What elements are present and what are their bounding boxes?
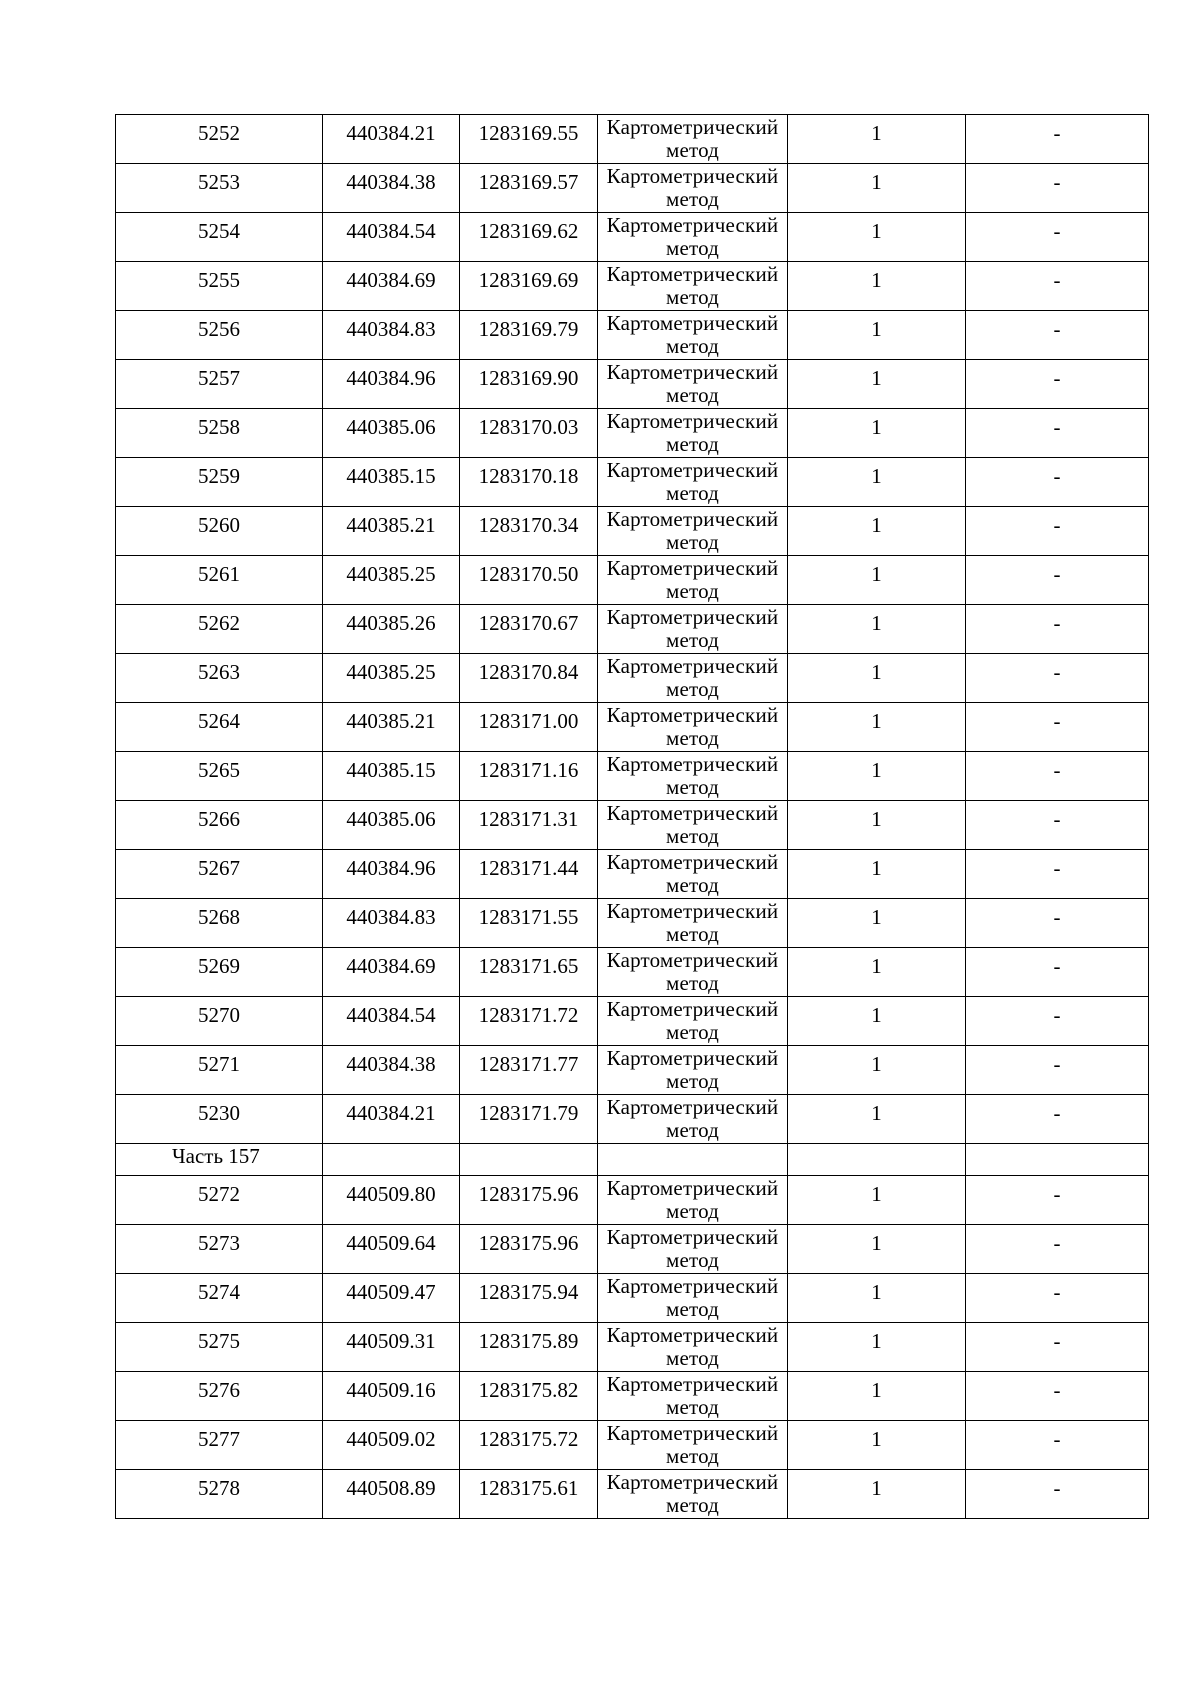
table-row (116, 801, 1149, 850)
coordinate-x-cell: 440385.21 (323, 703, 460, 752)
point-id-cell: 5253 (116, 164, 323, 213)
coordinate-x-cell: 440384.69 (323, 948, 460, 997)
coordinate-x-cell: 440384.38 (323, 164, 460, 213)
method-cell (598, 507, 788, 556)
note-cell: - (966, 311, 1149, 360)
coordinates-table (115, 114, 1149, 1519)
accuracy-cell: 1 (788, 262, 966, 311)
coordinate-x-cell: 440509.02 (323, 1421, 460, 1470)
point-id-cell: 5256 (116, 311, 323, 360)
note-cell: - (966, 360, 1149, 409)
table-row (116, 164, 1149, 213)
coordinate-y-cell: 1283171.55 (460, 899, 598, 948)
coordinate-y-cell: 1283170.03 (460, 409, 598, 458)
method-line-2: метод (665, 1395, 720, 1419)
method-line-1: Картометрический (606, 409, 779, 433)
method-line-2: метод (665, 873, 720, 897)
coordinate-y-cell: 1283171.00 (460, 703, 598, 752)
point-id-cell: 5262 (116, 605, 323, 654)
accuracy-cell: 1 (788, 752, 966, 801)
point-id-cell: 5252 (116, 115, 323, 164)
accuracy-cell: 1 (788, 850, 966, 899)
table-row (116, 1372, 1149, 1421)
point-id-cell: 5258 (116, 409, 323, 458)
accuracy-cell: 1 (788, 605, 966, 654)
point-id-cell: 5271 (116, 1046, 323, 1095)
coordinate-y-cell: 1283170.84 (460, 654, 598, 703)
method-cell (598, 213, 788, 262)
method-line-1: Картометрический (606, 164, 779, 188)
coordinate-y-cell: 1283171.79 (460, 1095, 598, 1144)
coordinate-y-cell: 1283170.67 (460, 605, 598, 654)
point-id-cell: 5264 (116, 703, 323, 752)
coordinate-y-cell: 1283170.18 (460, 458, 598, 507)
coordinate-y-cell: 1283175.89 (460, 1323, 598, 1372)
note-cell: - (966, 1323, 1149, 1372)
note-cell: - (966, 1274, 1149, 1323)
method-line-1: Картометрический (606, 1274, 779, 1298)
accuracy-cell: 1 (788, 1372, 966, 1421)
method-line-1: Картометрический (606, 1095, 779, 1119)
accuracy-cell: 1 (788, 1323, 966, 1372)
method-line-1: Картометрический (606, 801, 779, 825)
point-id-cell: 5260 (116, 507, 323, 556)
note-cell: - (966, 409, 1149, 458)
method-cell (598, 654, 788, 703)
table-row (116, 115, 1149, 164)
method-line-2: метод (665, 432, 720, 456)
accuracy-cell: 1 (788, 409, 966, 458)
point-id-cell: 5276 (116, 1372, 323, 1421)
accuracy-cell: 1 (788, 507, 966, 556)
coordinate-x-cell: 440384.83 (323, 899, 460, 948)
method-line-1: Картометрический (606, 1323, 779, 1347)
empty-cell (598, 1144, 788, 1176)
method-line-1: Картометрический (606, 1470, 779, 1494)
accuracy-cell: 1 (788, 703, 966, 752)
table-row (116, 752, 1149, 801)
accuracy-cell: 1 (788, 458, 966, 507)
point-id-cell: 5278 (116, 1470, 323, 1519)
coordinate-x-cell: 440384.54 (323, 213, 460, 262)
method-line-2: метод (665, 1248, 720, 1272)
point-id-cell: 5266 (116, 801, 323, 850)
method-line-2: метод (665, 530, 720, 554)
method-line-1: Картометрический (606, 948, 779, 972)
coordinate-x-cell: 440509.31 (323, 1323, 460, 1372)
method-line-1: Картометрический (606, 1225, 779, 1249)
note-cell: - (966, 703, 1149, 752)
point-id-cell: 5267 (116, 850, 323, 899)
note-cell: - (966, 1095, 1149, 1144)
accuracy-cell: 1 (788, 1225, 966, 1274)
coordinate-x-cell: 440385.15 (323, 458, 460, 507)
section-header-row (116, 1144, 1149, 1176)
note-cell: - (966, 948, 1149, 997)
method-line-1: Картометрический (606, 752, 779, 776)
coordinate-y-cell: 1283175.96 (460, 1176, 598, 1225)
table-row (116, 1095, 1149, 1144)
note-cell: - (966, 213, 1149, 262)
table-row (116, 409, 1149, 458)
table-row (116, 507, 1149, 556)
method-line-2: метод (665, 775, 720, 799)
coordinate-x-cell: 440384.21 (323, 115, 460, 164)
coordinate-y-cell: 1283171.31 (460, 801, 598, 850)
note-cell: - (966, 899, 1149, 948)
method-cell (598, 360, 788, 409)
coordinate-y-cell: 1283175.82 (460, 1372, 598, 1421)
coordinate-y-cell: 1283175.96 (460, 1225, 598, 1274)
method-line-1: Картометрический (606, 360, 779, 384)
accuracy-cell: 1 (788, 1176, 966, 1225)
method-line-1: Картометрический (606, 1421, 779, 1445)
method-line-1: Картометрический (606, 850, 779, 874)
note-cell: - (966, 605, 1149, 654)
method-line-1: Картометрический (606, 654, 779, 678)
point-id-cell: 5254 (116, 213, 323, 262)
method-line-2: метод (665, 628, 720, 652)
accuracy-cell: 1 (788, 1046, 966, 1095)
empty-cell (460, 1144, 598, 1176)
note-cell: - (966, 1225, 1149, 1274)
method-line-1: Картометрический (606, 703, 779, 727)
method-line-1: Картометрический (606, 1372, 779, 1396)
point-id-cell: 5265 (116, 752, 323, 801)
method-cell (598, 997, 788, 1046)
coordinate-y-cell: 1283170.50 (460, 556, 598, 605)
section-label: Часть 157 (116, 1144, 323, 1176)
table-row (116, 311, 1149, 360)
coordinate-x-cell: 440385.21 (323, 507, 460, 556)
method-cell (598, 850, 788, 899)
note-cell: - (966, 1470, 1149, 1519)
method-line-2: метод (665, 677, 720, 701)
note-cell: - (966, 556, 1149, 605)
empty-cell (966, 1144, 1149, 1176)
method-line-1: Картометрический (606, 311, 779, 335)
method-line-1: Картометрический (606, 556, 779, 580)
method-cell (598, 458, 788, 507)
accuracy-cell: 1 (788, 115, 966, 164)
point-id-cell: 5261 (116, 556, 323, 605)
coordinate-x-cell: 440384.96 (323, 360, 460, 409)
method-cell (598, 1274, 788, 1323)
method-cell (598, 1470, 788, 1519)
method-line-1: Картометрический (606, 458, 779, 482)
method-cell (598, 164, 788, 213)
point-id-cell: 5268 (116, 899, 323, 948)
table-row (116, 605, 1149, 654)
method-line-2: метод (665, 187, 720, 211)
note-cell: - (966, 164, 1149, 213)
accuracy-cell: 1 (788, 213, 966, 262)
table-row (116, 360, 1149, 409)
method-cell (598, 409, 788, 458)
method-line-2: метод (665, 236, 720, 260)
note-cell: - (966, 654, 1149, 703)
accuracy-cell: 1 (788, 164, 966, 213)
method-line-1: Картометрический (606, 115, 779, 139)
coordinate-x-cell: 440509.16 (323, 1372, 460, 1421)
method-line-2: метод (665, 1346, 720, 1370)
point-id-cell: 5269 (116, 948, 323, 997)
table-row (116, 213, 1149, 262)
coordinate-x-cell: 440509.80 (323, 1176, 460, 1225)
coordinate-x-cell: 440508.89 (323, 1470, 460, 1519)
coordinate-y-cell: 1283175.61 (460, 1470, 598, 1519)
point-id-cell: 5277 (116, 1421, 323, 1470)
note-cell: - (966, 1421, 1149, 1470)
coordinate-y-cell: 1283170.34 (460, 507, 598, 556)
coordinate-y-cell: 1283171.72 (460, 997, 598, 1046)
coordinate-y-cell: 1283169.62 (460, 213, 598, 262)
coordinate-x-cell: 440384.21 (323, 1095, 460, 1144)
note-cell: - (966, 458, 1149, 507)
point-id-cell: 5270 (116, 997, 323, 1046)
coordinate-y-cell: 1283169.79 (460, 311, 598, 360)
coordinate-x-cell: 440384.69 (323, 262, 460, 311)
point-id-cell: 5274 (116, 1274, 323, 1323)
coordinate-x-cell: 440384.96 (323, 850, 460, 899)
accuracy-cell: 1 (788, 1421, 966, 1470)
accuracy-cell: 1 (788, 654, 966, 703)
coordinate-x-cell: 440384.83 (323, 311, 460, 360)
method-line-2: метод (665, 579, 720, 603)
point-id-cell: 5272 (116, 1176, 323, 1225)
note-cell: - (966, 262, 1149, 311)
point-id-cell: 5230 (116, 1095, 323, 1144)
method-cell (598, 1323, 788, 1372)
note-cell: - (966, 1046, 1149, 1095)
method-cell (598, 899, 788, 948)
method-line-1: Картометрический (606, 1176, 779, 1200)
coordinate-x-cell: 440385.15 (323, 752, 460, 801)
coordinate-x-cell: 440385.25 (323, 654, 460, 703)
table-row (116, 948, 1149, 997)
coordinate-y-cell: 1283175.94 (460, 1274, 598, 1323)
coordinate-y-cell: 1283171.16 (460, 752, 598, 801)
point-id-cell: 5275 (116, 1323, 323, 1372)
coordinate-y-cell: 1283169.57 (460, 164, 598, 213)
method-line-2: метод (665, 922, 720, 946)
table-row (116, 997, 1149, 1046)
point-id-cell: 5259 (116, 458, 323, 507)
accuracy-cell: 1 (788, 360, 966, 409)
empty-cell (323, 1144, 460, 1176)
method-line-1: Картометрический (606, 997, 779, 1021)
note-cell: - (966, 752, 1149, 801)
table-row (116, 703, 1149, 752)
method-line-2: метод (665, 1444, 720, 1468)
coordinate-x-cell: 440385.26 (323, 605, 460, 654)
coordinate-x-cell: 440509.47 (323, 1274, 460, 1323)
note-cell: - (966, 1372, 1149, 1421)
method-cell (598, 1421, 788, 1470)
method-line-2: метод (665, 138, 720, 162)
method-line-2: метод (665, 334, 720, 358)
method-line-2: метод (665, 971, 720, 995)
method-cell (598, 262, 788, 311)
accuracy-cell: 1 (788, 1274, 966, 1323)
method-line-2: метод (665, 383, 720, 407)
coordinate-y-cell: 1283175.72 (460, 1421, 598, 1470)
note-cell: - (966, 1176, 1149, 1225)
accuracy-cell: 1 (788, 556, 966, 605)
note-cell: - (966, 801, 1149, 850)
accuracy-cell: 1 (788, 997, 966, 1046)
point-id-cell: 5263 (116, 654, 323, 703)
coordinate-x-cell: 440385.06 (323, 409, 460, 458)
table-row (116, 1225, 1149, 1274)
method-cell (598, 311, 788, 360)
method-cell (598, 1095, 788, 1144)
method-line-2: метод (665, 285, 720, 309)
table-row (116, 654, 1149, 703)
method-cell (598, 1046, 788, 1095)
accuracy-cell: 1 (788, 899, 966, 948)
method-line-2: метод (665, 1297, 720, 1321)
point-id-cell: 5257 (116, 360, 323, 409)
coordinate-y-cell: 1283169.69 (460, 262, 598, 311)
note-cell: - (966, 115, 1149, 164)
method-line-2: метод (665, 726, 720, 750)
coordinate-x-cell: 440385.06 (323, 801, 460, 850)
empty-cell (788, 1144, 966, 1176)
table-row (116, 1274, 1149, 1323)
point-id-cell: 5255 (116, 262, 323, 311)
method-cell (598, 752, 788, 801)
method-line-1: Картометрический (606, 1046, 779, 1070)
method-line-1: Картометрический (606, 507, 779, 531)
method-line-1: Картометрический (606, 262, 779, 286)
method-line-2: метод (665, 1020, 720, 1044)
table-row (116, 1323, 1149, 1372)
method-line-1: Картометрический (606, 899, 779, 923)
accuracy-cell: 1 (788, 1470, 966, 1519)
coordinate-y-cell: 1283171.65 (460, 948, 598, 997)
accuracy-cell: 1 (788, 1095, 966, 1144)
point-id-cell: 5273 (116, 1225, 323, 1274)
table-row (116, 262, 1149, 311)
accuracy-cell: 1 (788, 948, 966, 997)
method-line-2: метод (665, 1199, 720, 1223)
method-line-2: метод (665, 1118, 720, 1142)
method-line-1: Картометрический (606, 213, 779, 237)
note-cell: - (966, 507, 1149, 556)
note-cell: - (966, 997, 1149, 1046)
method-cell (598, 605, 788, 654)
coordinate-y-cell: 1283171.44 (460, 850, 598, 899)
accuracy-cell: 1 (788, 801, 966, 850)
method-cell (598, 1176, 788, 1225)
coordinate-y-cell: 1283169.90 (460, 360, 598, 409)
table-row (116, 1470, 1149, 1519)
coordinate-x-cell: 440384.38 (323, 1046, 460, 1095)
table-row (116, 458, 1149, 507)
method-cell (598, 703, 788, 752)
method-line-2: метод (665, 481, 720, 505)
method-cell (598, 1225, 788, 1274)
method-line-1: Картометрический (606, 605, 779, 629)
coordinate-y-cell: 1283169.55 (460, 115, 598, 164)
method-line-2: метод (665, 1069, 720, 1093)
table-row (116, 1421, 1149, 1470)
method-cell (598, 801, 788, 850)
method-cell (598, 556, 788, 605)
coordinates-table-body (116, 115, 1149, 1519)
table-row (116, 1176, 1149, 1225)
accuracy-cell: 1 (788, 311, 966, 360)
table-row (116, 899, 1149, 948)
coordinate-y-cell: 1283171.77 (460, 1046, 598, 1095)
method-line-2: метод (665, 1493, 720, 1517)
method-cell (598, 115, 788, 164)
note-cell: - (966, 850, 1149, 899)
table-row (116, 850, 1149, 899)
table-row (116, 556, 1149, 605)
coordinate-x-cell: 440385.25 (323, 556, 460, 605)
coordinate-x-cell: 440509.64 (323, 1225, 460, 1274)
method-cell (598, 1372, 788, 1421)
method-line-2: метод (665, 824, 720, 848)
method-cell (598, 948, 788, 997)
table-row (116, 1046, 1149, 1095)
coordinate-x-cell: 440384.54 (323, 997, 460, 1046)
